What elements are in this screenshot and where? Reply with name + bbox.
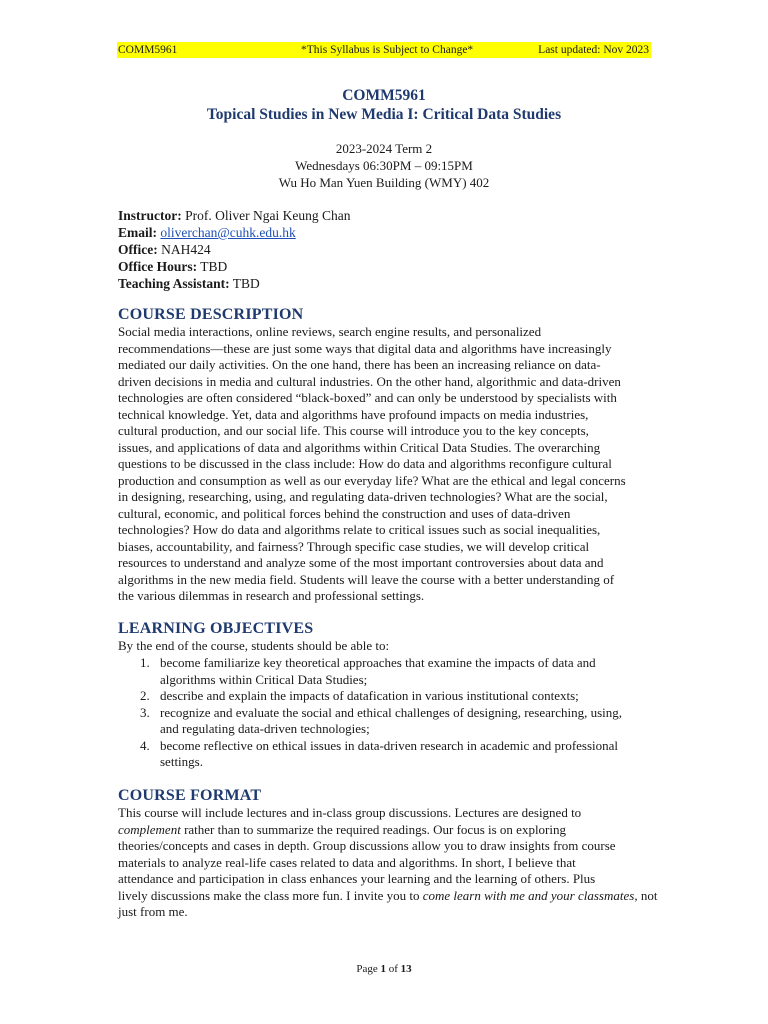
email-row xyxy=(118,224,350,241)
ta-label: Teaching Assistant: xyxy=(118,276,230,291)
format-emphasis: complement xyxy=(118,821,181,837)
description-line: in designing, researching, using, and regulating data-driven technologies? What are the social, xyxy=(118,489,608,504)
format-text: lively discussions make the class more fun. I invite you to xyxy=(118,887,423,903)
format-line: attendance and participation in class enhances your learning and the learning of others. Plus xyxy=(118,871,596,886)
page-footer xyxy=(0,963,768,975)
course-schedule: Wednesdays 06:30PM – 09:15PM xyxy=(295,158,473,173)
description-line: issues, and applications of data and algorithms within Critical Data Studies. The overarching xyxy=(118,439,601,455)
format-line: materials to analyze real-life cases related to data and algorithms. In short, I believe that xyxy=(118,854,576,870)
page-number: 1 xyxy=(380,963,386,975)
office-row xyxy=(118,241,350,258)
page-of-label: of xyxy=(385,963,401,975)
course-title: Topical Studies in New Media I: Critical Data Studies xyxy=(206,106,562,123)
page-label: Page xyxy=(356,963,381,975)
instructor-row xyxy=(118,207,350,224)
description-line: questions to be discussed in the class include: How do data and algorithms reconfigure cultural xyxy=(118,456,612,471)
instructor-name: Prof. Oliver Ngai Keung Chan xyxy=(185,208,351,223)
list-item-line: describe and explain the impacts of datafication in various institutional contexts; xyxy=(160,688,579,703)
list-item-line: become familiarize key theoretical approaches that examine the impacts of data and xyxy=(160,655,596,670)
description-line: cultural production, and our social life. This course will introduce you to the key concepts, xyxy=(118,423,589,438)
format-text: rather than to summarize the required readings. Our focus is on exploring xyxy=(180,821,567,837)
format-line: just from me. xyxy=(118,904,188,919)
format-line xyxy=(118,822,648,839)
email-label: Email: xyxy=(118,225,157,240)
description-line: technical knowledge. Yet, data and algorithms have profound impacts on media industries, xyxy=(118,406,589,422)
objectives-list xyxy=(118,655,622,771)
course-term: 2023-2024 Term 2 xyxy=(335,141,433,156)
course-details xyxy=(118,207,350,292)
header-bar xyxy=(117,42,651,58)
list-item xyxy=(118,705,622,738)
description-line: algorithms in the new media field. Students will leave the course with a better understanding of xyxy=(118,571,615,587)
office-value: NAH424 xyxy=(161,242,211,257)
list-item-line: become reflective on ethical issues in data-driven research in academic and professional xyxy=(160,737,619,753)
office-hours-label: Office Hours: xyxy=(118,259,198,274)
course-description-text xyxy=(118,324,648,605)
header-notice: *This Syllabus is Subject to Change* xyxy=(301,44,474,56)
office-label: Office: xyxy=(118,242,158,257)
format-emphasis: come learn with me and your classmates xyxy=(422,887,635,903)
description-line: mediated our daily activities. On the one hand, there has been an increasing reliance on data- xyxy=(118,357,601,372)
format-line: This course will include lectures and in-class group discussions. Lectures are designed to xyxy=(118,805,582,820)
office-hours-value: TBD xyxy=(200,259,228,274)
format-line: theories/concepts and cases in depth. Group discussions allow you to draw insights from course xyxy=(118,838,616,853)
course-description-heading: COURSE DESCRIPTION xyxy=(118,306,304,323)
objectives-intro: By the end of the course, students should be able to: xyxy=(118,638,390,653)
learning-objectives-heading: LEARNING OBJECTIVES xyxy=(118,620,314,637)
course-format-text xyxy=(118,805,658,921)
list-item-number: 1. xyxy=(140,655,150,670)
list-item-number: 2. xyxy=(140,688,150,703)
header-last-updated: Last updated: Nov 2023 xyxy=(538,44,649,56)
course-format-heading: COURSE FORMAT xyxy=(118,787,262,804)
description-line: technologies are often considered “black-boxed” and can only be understood by specialists with xyxy=(118,390,617,405)
ta-row xyxy=(118,275,350,292)
office-hours-row xyxy=(118,258,350,275)
course-code: COMM5961 xyxy=(342,87,426,104)
list-item-number: 3. xyxy=(140,704,150,720)
description-line: Social media interactions, online reviews, search engine results, and personalized xyxy=(118,324,542,339)
email-link[interactable]: oliverchan@cuhk.edu.hk xyxy=(160,225,296,240)
page-total: 13 xyxy=(400,963,412,975)
description-line: biases, accountability, and fairness? Through specific case studies, we will develop critical xyxy=(118,538,590,554)
ta-value: TBD xyxy=(232,276,260,291)
header-course-code: COMM5961 xyxy=(118,44,178,56)
description-line: the various dilemmas in research and professional settings. xyxy=(118,588,425,603)
list-item-number: 4. xyxy=(140,737,150,753)
list-item xyxy=(118,688,622,705)
list-item-line: settings. xyxy=(160,754,203,769)
list-item-line: and regulating data-driven technologies; xyxy=(160,721,370,736)
list-item xyxy=(118,738,622,771)
format-line xyxy=(118,887,658,905)
description-line: driven decisions in media and cultural industries. On the other hand, algorithmic and data-driven xyxy=(118,373,621,389)
description-line: cultural, economic, and political forces behind the construction and uses of data-driven xyxy=(118,505,571,521)
description-line: recommendations—these are just some ways that digital data and algorithms have increasingly xyxy=(118,340,612,356)
course-venue: Wu Ho Man Yuen Building (WMY) 402 xyxy=(278,175,490,190)
list-item-line: recognize and evaluate the social and ethical challenges of designing, researching, using, xyxy=(160,704,623,720)
description-line: technologies? How do data and algorithms relate to critical issues such as social inequalities, xyxy=(118,522,601,537)
description-line: resources to understand and analyze some of the most important controversies about data and xyxy=(118,555,604,570)
format-text: , not xyxy=(634,887,658,903)
instructor-label: Instructor: xyxy=(118,208,182,223)
list-item-line: algorithms within Critical Data Studies; xyxy=(160,671,368,687)
description-line: production and consumption as well as our everyday life? What are the ethical and legal concerns xyxy=(118,472,626,488)
list-item xyxy=(118,655,622,688)
